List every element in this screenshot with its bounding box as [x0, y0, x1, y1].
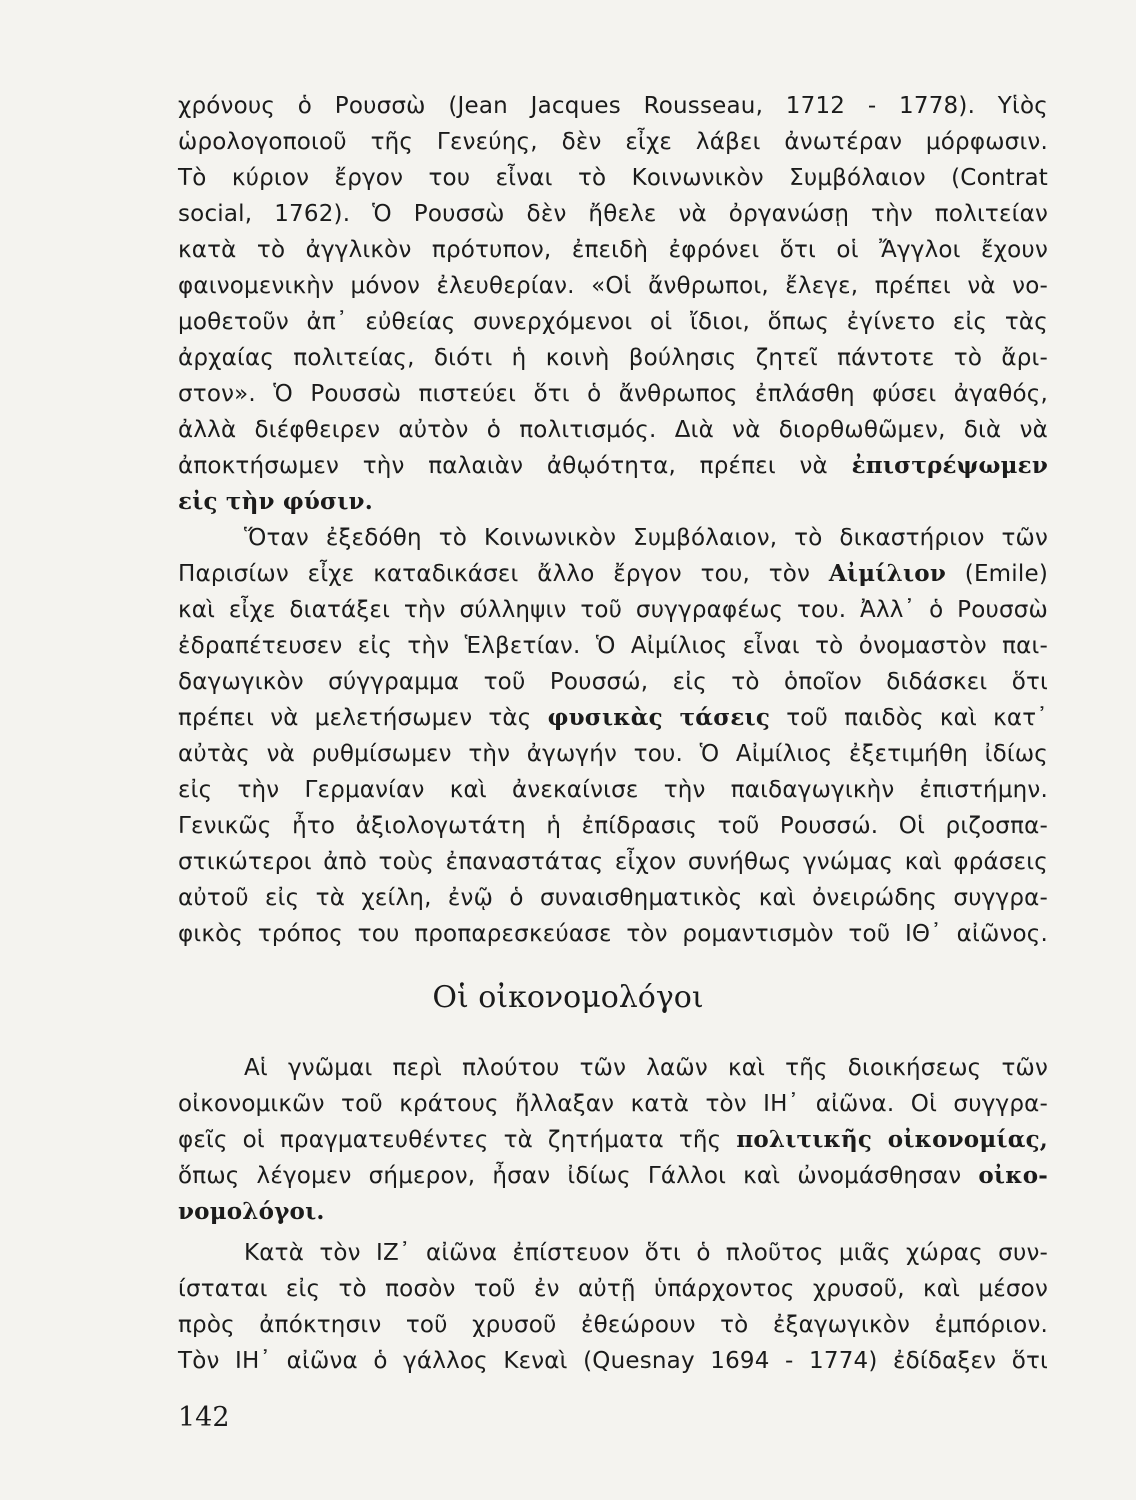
bold-term: νομολόγοι. — [178, 1198, 325, 1225]
text-line: ὡρολογοποιοῦ τῆς Γενεύης, δὲν εἶχε λάβει ἀνωτέραν μόρφωσιν. — [178, 129, 1048, 155]
text-run: Παρισίων εἶχε καταδικάσει ἄλλο ἔργον του, τὸν — [178, 561, 811, 587]
section-heading: Οἱ οἰκονομολόγοι — [432, 980, 704, 1015]
text-line: Αἱ γνῶμαι περὶ πλούτου τῶν λαῶν καὶ τῆς διοικήσεως τῶν — [244, 1055, 1048, 1081]
text-line: Ὅταν ἐξεδόθη τὸ Κοινωνικὸν Συμβόλαιον, τὸ δικαστήριον τῶν — [244, 525, 1048, 551]
bold-term: εἰς τὴν φύσιν. — [178, 488, 373, 515]
text-line — [178, 556, 1048, 592]
text-line: ίσταται εἰς τὸ ποσὸν τοῦ ἐν αὐτῇ ὑπάρχοντος χρυσοῦ, καὶ μέσον — [178, 1276, 1048, 1302]
text-line: αὐτὰς νὰ ρυθμίσωμεν τὴν ἀγωγήν του. Ὁ Αἰμίλιος ἐξετιμήθη ἰδίως — [178, 741, 1048, 767]
text-line: καὶ εἶχε διατάξει τὴν σύλληψιν τοῦ συγγραφέως του. Ἀλλ᾽ ὁ Ρουσσὼ — [178, 597, 1048, 623]
text-line — [178, 484, 1048, 520]
text-line: στικώτεροι ἀπὸ τοὺς ἐπαναστάτας εἶχον συνήθως γνώμας καὶ φράσεις — [178, 849, 1048, 875]
text-line: ἀρχαίας πολιτείας, διότι ἡ κοινὴ βούλησις ζητεῖ πάντοτε τὸ ἄρι- — [178, 345, 1048, 371]
text-line: πρὸς ἀπόκτησιν τοῦ χρυσοῦ ἐθεώρουν τὸ ἐξαγωγικὸν ἐμπόριον. — [178, 1312, 1048, 1338]
text-line — [178, 1122, 1048, 1158]
text-line: στον». Ὁ Ρουσσὼ πιστεύει ὅτι ὁ ἄνθρωπος ἐπλάσθη φύσει ἀγαθός, — [178, 381, 1048, 407]
text-line: χρόνους ὁ Ρουσσὼ (Jean Jacques Rousseau, 1712 - 1778). Υἱὸς — [178, 93, 1048, 119]
text-run: ὅπως λέγομεν σήμερον, ἦσαν ἰδίως Γάλλοι καὶ ὠνομάσθησαν — [178, 1163, 962, 1189]
bold-term: ἐπιστρέψωμεν — [851, 452, 1048, 479]
text-line — [178, 448, 1048, 484]
text-run: τοῦ παιδὸς καὶ κατ᾽ — [786, 705, 1048, 731]
text-line — [178, 700, 1048, 736]
bold-term: Αἰμίλιον — [828, 560, 946, 587]
text-run: φεῖς οἱ πραγματευθέντες τὰ ζητήματα τῆς — [178, 1127, 722, 1153]
text-line: Γενικῶς ἦτο ἀξιολογωτάτη ἡ ἐπίδρασις τοῦ Ρουσσώ. Οἱ ριζοσπα- — [178, 813, 1048, 839]
text-line — [178, 1194, 1048, 1230]
text-line: κατὰ τὸ ἀγγλικὸν πρότυπον, ἐπειδὴ ἐφρόνει ὅτι οἱ Ἄγγλοι ἔχουν — [178, 237, 1048, 263]
text-run: πρέπει νὰ μελετήσωμεν τὰς — [178, 705, 532, 731]
text-line: φικὸς τρόπος του προπαρεσκεύασε τὸν ρομαντισμὸν τοῦ ΙΘ᾽ αἰῶνος. — [178, 921, 1048, 947]
text-run: (Emile) — [964, 561, 1048, 587]
bold-term: οἰκο- — [978, 1162, 1048, 1189]
text-line: Τὸν ΙΗ᾽ αἰῶνα ὁ γάλλος Κεναὶ (Quesnay 1694 - 1774) ἐδίδαξεν ὅτι — [178, 1348, 1048, 1374]
text-line: ἐδραπέτευσεν εἰς τὴν Ἑλβετίαν. Ὁ Αἰμίλιος εἶναι τὸ ὀνομαστὸν παι- — [178, 633, 1048, 659]
text-line: social, 1762). Ὁ Ρουσσὼ δὲν ἤθελε νὰ ὀργανώσῃ τὴν πολιτείαν — [178, 201, 1048, 227]
text-line — [178, 1158, 1048, 1194]
text-line: Κατὰ τὸν ΙΖ᾽ αἰῶνα ἐπίστευον ὅτι ὁ πλοῦτος μιᾶς χώρας συν- — [244, 1240, 1048, 1266]
text-line: φαινομενικὴν μόνον ἐλευθερίαν. «Οἱ ἄνθρωποι, ἔλεγε, πρέπει νὰ νο- — [178, 273, 1048, 299]
text-line: δαγωγικὸν σύγγραμμα τοῦ Ρουσσώ, εἰς τὸ ὁποῖον διδάσκει ὅτι — [178, 669, 1048, 695]
text-line: μοθετοῦν ἀπ᾽ εὐθείας συνερχόμενοι οἱ ἴδιοι, ὅπως ἐγίνετο εἰς τὰς — [178, 309, 1048, 335]
bold-term: φυσικὰς τάσεις — [547, 704, 771, 731]
text-line: εἰς τὴν Γερμανίαν καὶ ἀνεκαίνισε τὴν παιδαγωγικὴν ἐπιστήμην. — [178, 777, 1048, 803]
text-run: ἀποκτήσωμεν τὴν παλαιὰν ἀθῳότητα, πρέπει νὰ — [178, 453, 828, 479]
bold-term: πολιτικῆς οἰκονομίας, — [736, 1126, 1048, 1153]
text-line: ἀλλὰ διέφθειρεν αὐτὸν ὁ πολιτισμός. Διὰ νὰ διορθωθῶμεν, διὰ νὰ — [178, 417, 1048, 443]
text-line: Τὸ κύριον ἔργον του εἶναι τὸ Κοινωνικὸν Συμβόλαιον (Contrat — [178, 165, 1048, 191]
text-line: οἰκονομικῶν τοῦ κράτους ἤλλαξαν κατὰ τὸν ΙΗ᾽ αἰῶνα. Οἱ συγγρα- — [178, 1091, 1048, 1117]
text-line: αὐτοῦ εἰς τὰ χείλη, ἐνῷ ὁ συναισθηματικὸς καὶ ὀνειρώδης συγγρα- — [178, 885, 1048, 911]
page-number: 142 — [178, 1402, 230, 1433]
